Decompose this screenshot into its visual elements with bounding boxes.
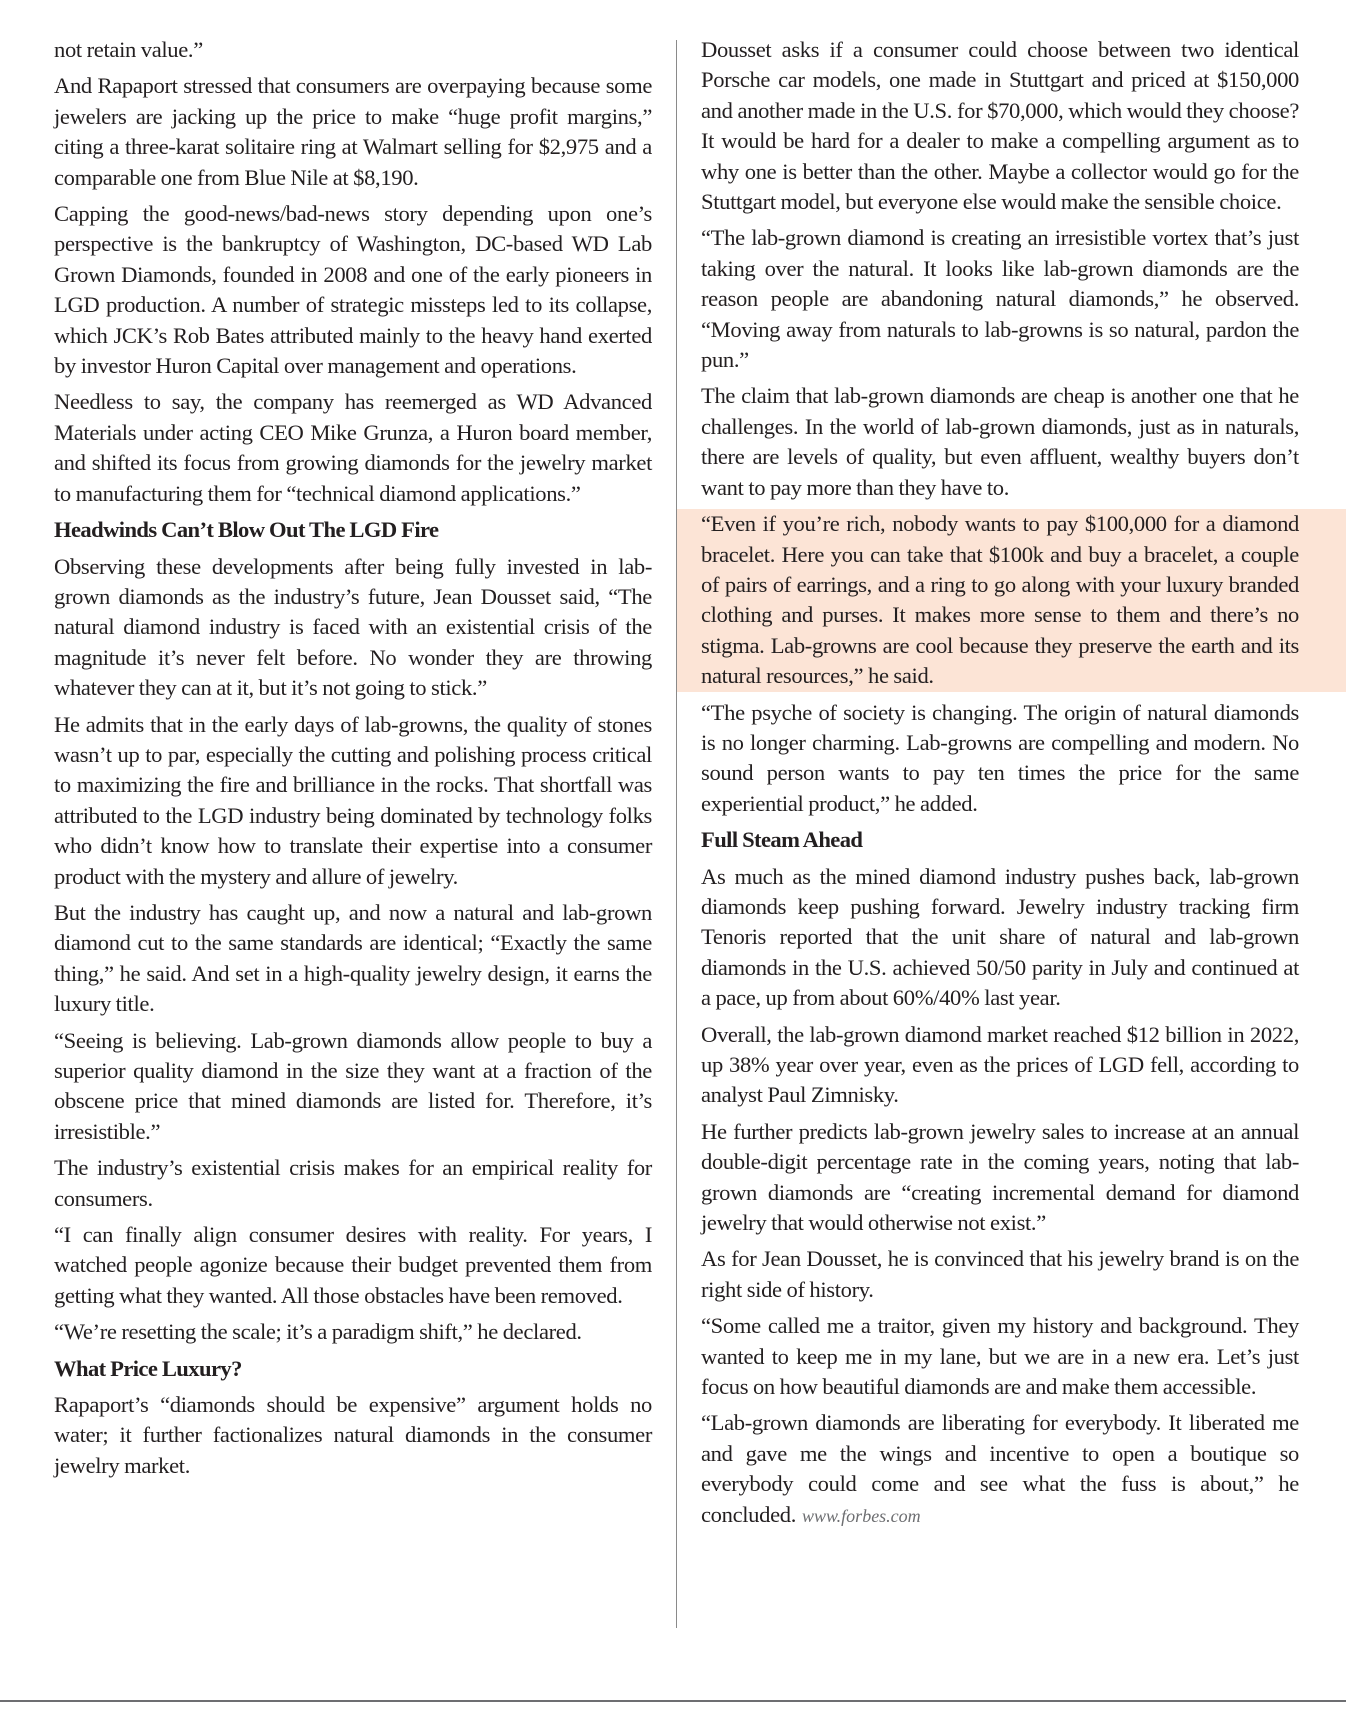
paragraph: Observing these developments after being fully invested in lab-grown diamonds as the industry’s future, Jean Dousset said, “The natural diamond industry is faced with an existential crisis of the magnitude it’s never felt before. No wonder they are throwing whatever they can at it, but it’s not going to stick.”: [54, 553, 652, 701]
paragraph: As much as the mined diamond industry pushes back, lab-grown diamonds keep pushing forward. Jewelry industry tracking firm Tenoris reported that the unit share of natural and lab-grown diamonds in the U.S. achieved 50/50 parity in July and continued at a pace, up from about 60%/40% last year.: [701, 863, 1299, 1011]
paragraph-text: “Lab-grown diamonds are liberating for everybody. It liberated me and gave me the wings and incentive to open a boutique so everybody could come and see what the fuss is about,” he concluded.: [701, 1410, 1299, 1527]
paragraph-final: [701, 1408, 1299, 1531]
paragraph: Needless to say, the company has reemerged as WD Advanced Materials under acting CEO Mike Grunza, a Huron board member, and shifted its focus from growing diamonds for the jewelry market to manufacturing them for “technical diamond applications.”: [54, 389, 652, 506]
paragraph: “The lab-grown diamond is creating an irresistible vortex that’s just taking over the natural. It looks like lab-grown diamonds are the reason people are abandoning natural diamonds,” he observed. “Moving away from naturals to lab-growns is so natural, pardon the pun.”: [701, 225, 1299, 373]
paragraph: “I can finally align consumer desires with reality. For years, I watched people agonize because their budget prevented them from getting what they wanted. All those obstacles have been removed.: [54, 1222, 652, 1308]
left-column: [54, 35, 652, 1487]
paragraph: The industry’s existential crisis makes for an empirical reality for consumers.: [54, 1155, 652, 1211]
paragraph: Overall, the lab-grown diamond market reached $12 billion in 2022, up 38% year over year, even as the prices of LGD fell, according to analyst Paul Zimnisky.: [701, 1021, 1299, 1108]
paragraph: Dousset asks if a consumer could choose between two identical Porsche car models, one made in Stuttgart and priced at $150,000 and another made in the U.S. for $70,000, which would they choose? It would be hard for a dealer to make a compelling argument as to why one is better than the other. Maybe a collector would go for the Stuttgart model, but everyone else would make the sensible choice.: [701, 37, 1299, 215]
highlighted-quote: [677, 509, 1346, 691]
paragraph: The claim that lab-grown diamonds are cheap is another one that he challenges. In the world of lab-grown diamonds, just as in naturals, there are levels of quality, but even affluent, wealthy buyers don’t want to pay more than they have to.: [701, 383, 1299, 500]
paragraph: But the industry has caught up, and now a natural and lab-grown diamond cut to the same standards are identical; “Exactly the same thing,” he said. And set in a high-quality jewelry design, it earns the luxury title.: [54, 899, 652, 1017]
section-heading: Full Steam Ahead: [701, 827, 863, 853]
column-divider: [676, 40, 677, 1628]
bottom-rule: [0, 1700, 1346, 1702]
paragraph: “We’re resetting the scale; it’s a paradigm shift,” he declared.: [54, 1319, 582, 1345]
paragraph: “Seeing is believing. Lab-grown diamonds allow people to buy a superior quality diamond in the size they want at a fraction of the obscene price that mined diamonds are listed for. Therefore, it’s irresistible.”: [54, 1027, 652, 1144]
paragraph: Rapaport’s “diamonds should be expensive” argument holds no water; it further factionalizes natural diamonds in the consumer jewelry market.: [54, 1392, 652, 1478]
paragraph: He admits that in the early days of lab-growns, the quality of stones wasn’t up to par, especially the cutting and polishing process critical to maximizing the fire and brilliance in the rocks. That shortfall was attributed to the LGD industry being dominated by technology folks who didn’t know how to translate their expertise into a consumer product with the mystery and allure of jewelry.: [54, 711, 652, 889]
paragraph: not retain value.”: [54, 37, 203, 62]
paragraph: “Some called me a traitor, given my history and background. They wanted to keep me in my lane, but we are in a new era. Let’s just focus on how beautiful diamonds are and make them accessible.: [701, 1313, 1299, 1400]
paragraph: As for Jean Dousset, he is convinced that his jewelry brand is on the right side of history.: [701, 1246, 1299, 1302]
paragraph: He further predicts lab-grown jewelry sales to increase at an annual double-digit percentage rate in the coming years, noting that lab-grown diamonds are “creating incremental demand for diamond jewelry that would otherwise not exist.”: [701, 1118, 1299, 1236]
paragraph: “The psyche of society is changing. The origin of natural diamonds is no longer charming. Lab-growns are compelling and modern. No sound person wants to pay ten times the price for the same experiential product,” he added.: [701, 699, 1299, 816]
section-heading: Headwinds Can’t Blow Out The LGD Fire: [54, 517, 439, 543]
paragraph: Capping the good-news/bad-news story depending upon one’s perspective is the bankruptcy of Washington, DC-based WD Lab Grown Diamonds, founded in 2008 and one of the early pioneers in LGD production. A number of strategic missteps led to its collapse, which JCK’s Rob Bates attributed mainly to the heavy hand exerted by investor Huron Capital over management and operations.: [54, 201, 652, 379]
source-credit: www.forbes.com: [802, 1505, 921, 1526]
paragraph: And Rapaport stressed that consumers are overpaying because some jewelers are jacking up the price to make “huge profit margins,” citing a three-karat solitaire ring at Walmart selling for $2,975 and a comparable one from Blue Nile at $8,190.: [54, 73, 652, 190]
right-column: [701, 35, 1299, 1537]
section-heading: What Price Luxury?: [54, 1355, 242, 1381]
quote-text: “Even if you’re rich, nobody wants to pay $100,000 for a diamond bracelet. Here you can take that $100k and buy a bracelet, a couple of pairs of earrings, and a ring to go along with your luxury branded clothing and purses. It makes more sense to them and there’s no stigma. Lab-growns are cool because they preserve the earth and its natural resources,” he said.: [701, 511, 1299, 689]
